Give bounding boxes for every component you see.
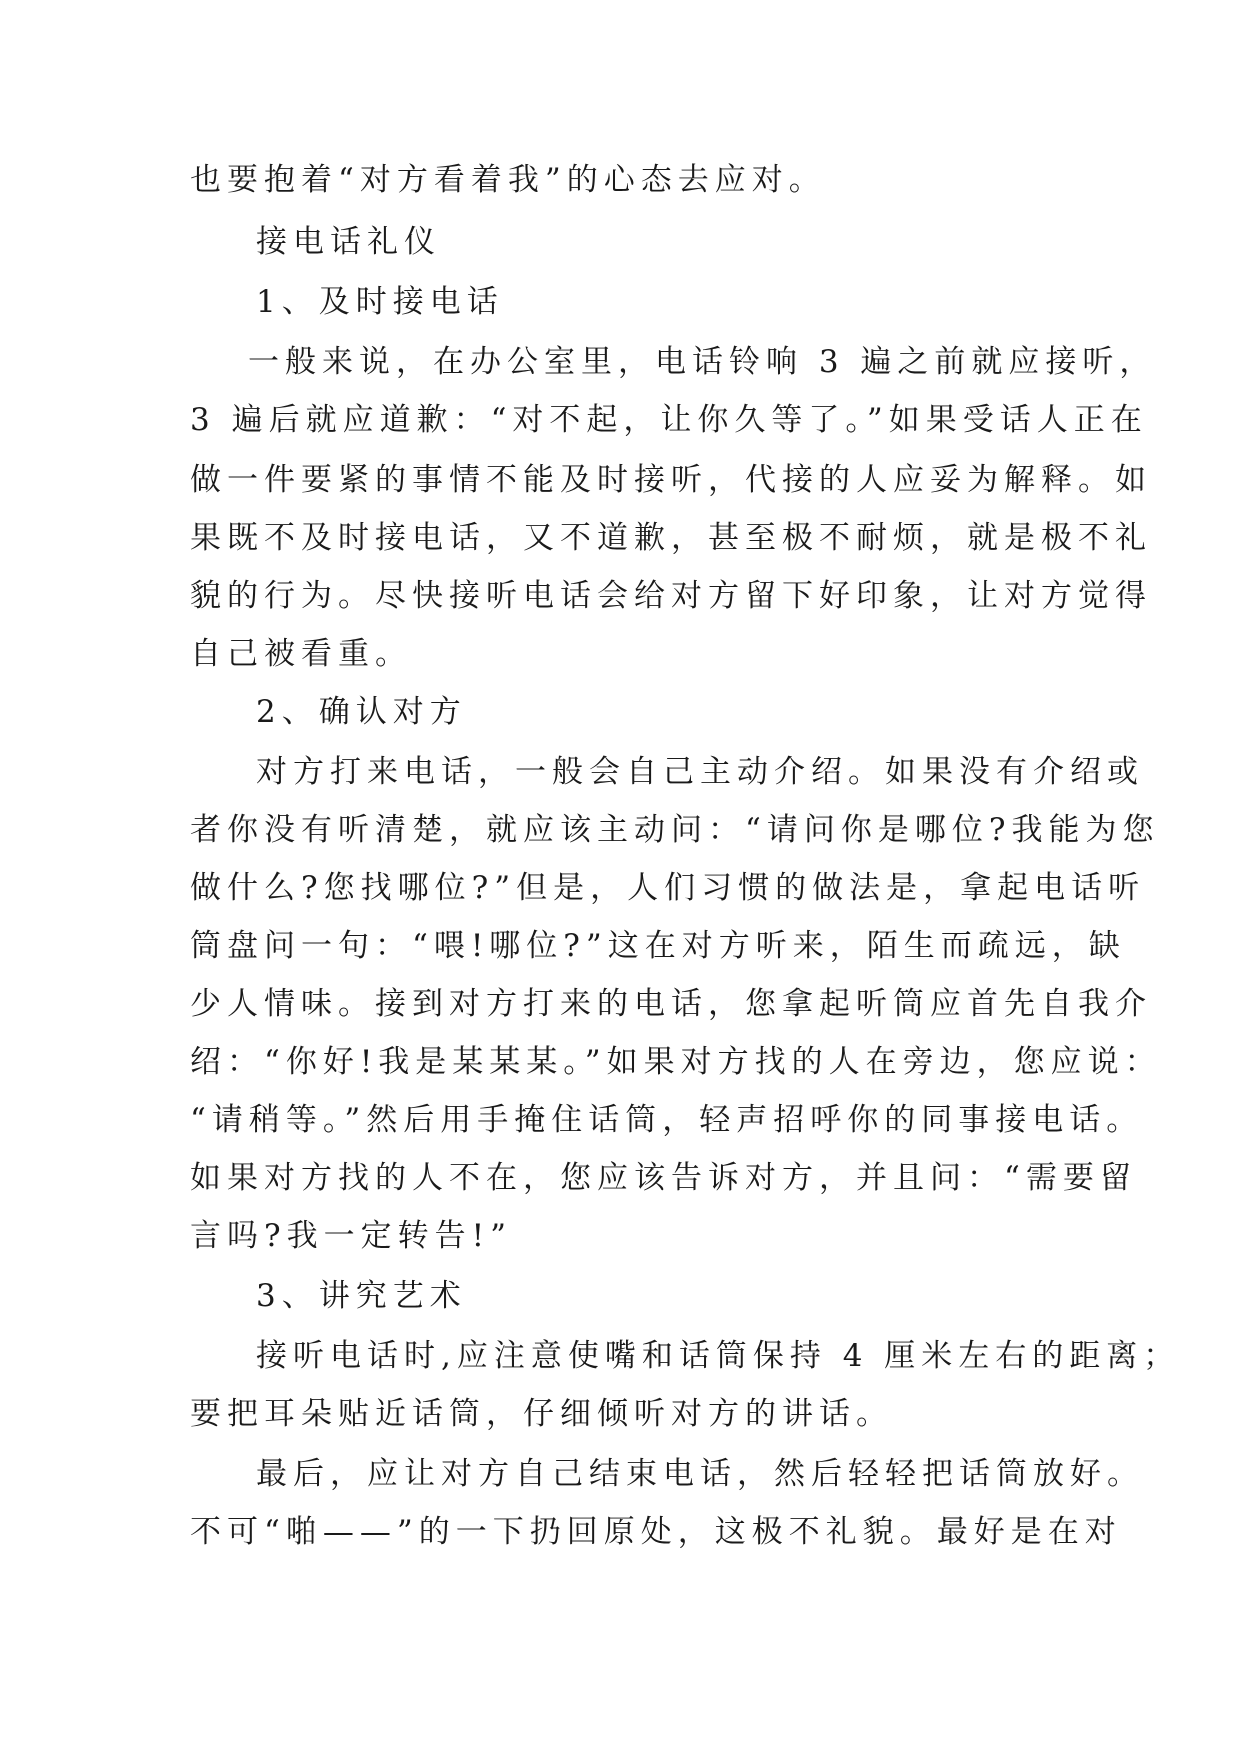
paragraph-line: 绍：“你好!我是某某某。”如果对方找的人在旁边，您应说： [190,1044,1162,1080]
subsection-heading: 1、及时接电话 [256,284,504,320]
paragraph-line: 也要抱着“对方看着我”的心态去应对。 [190,162,826,198]
paragraph-line: 筒盘问一句：“喂!哪位?”这在对方听来，陌生而疏远，缺 [190,928,1126,964]
paragraph-line: 言吗?我一定转告!” [190,1218,512,1254]
paragraph-line: “请稍等。”然后用手掩住话筒，轻声招呼你的同事接电话。 [190,1102,1144,1138]
section-heading: 接电话礼仪 [256,224,441,260]
paragraph-line: 果既不及时接电话，又不道歉，甚至极不耐烦，就是极不礼 [190,520,1152,556]
paragraph-line: 自己被看重。 [190,636,412,672]
paragraph-line: 貌的行为。尽快接听电话会给对方留下好印象，让对方觉得 [190,578,1152,614]
paragraph-line: 最后，应让对方自己结束电话，然后轻轻把话筒放好。 [256,1456,1144,1492]
paragraph-line: 对方打来电话，一般会自己主动介绍。如果没有介绍或 [256,754,1144,790]
subsection-heading: 3、讲究艺术 [256,1278,467,1314]
paragraph-line: 不可“啪——”的一下扔回原处，这极不礼貌。最好是在对 [190,1514,1122,1550]
subsection-heading: 2、确认对方 [256,694,467,730]
paragraph-line: 接听电话时,应注意使嘴和话筒保持 4 厘米左右的距离； [256,1338,1181,1374]
paragraph-line: 如果对方找的人不在，您应该告诉对方，并且问：“需要留 [190,1160,1137,1196]
paragraph-line: 一般来说，在办公室里，电话铃响 3 遍之前就应接听， [248,344,1157,380]
paragraph-line: 要把耳朵贴近话筒，仔细倾听对方的讲话。 [190,1396,893,1432]
paragraph-line: 做什么?您找哪位?”但是，人们习惯的做法是，拿起电话听 [190,870,1146,906]
paragraph-line: 少人情味。接到对方打来的电话，您拿起听筒应首先自我介 [190,986,1152,1022]
paragraph-line: 者你没有听清楚，就应该主动问：“请问你是哪位?我能为您 [190,812,1160,848]
paragraph-line: 3 遍后就应道歉：“对不起，让你久等了。”如果受话人正在 [190,402,1148,438]
paragraph-line: 做一件要紧的事情不能及时接听，代接的人应妥为解释。如 [190,462,1152,498]
